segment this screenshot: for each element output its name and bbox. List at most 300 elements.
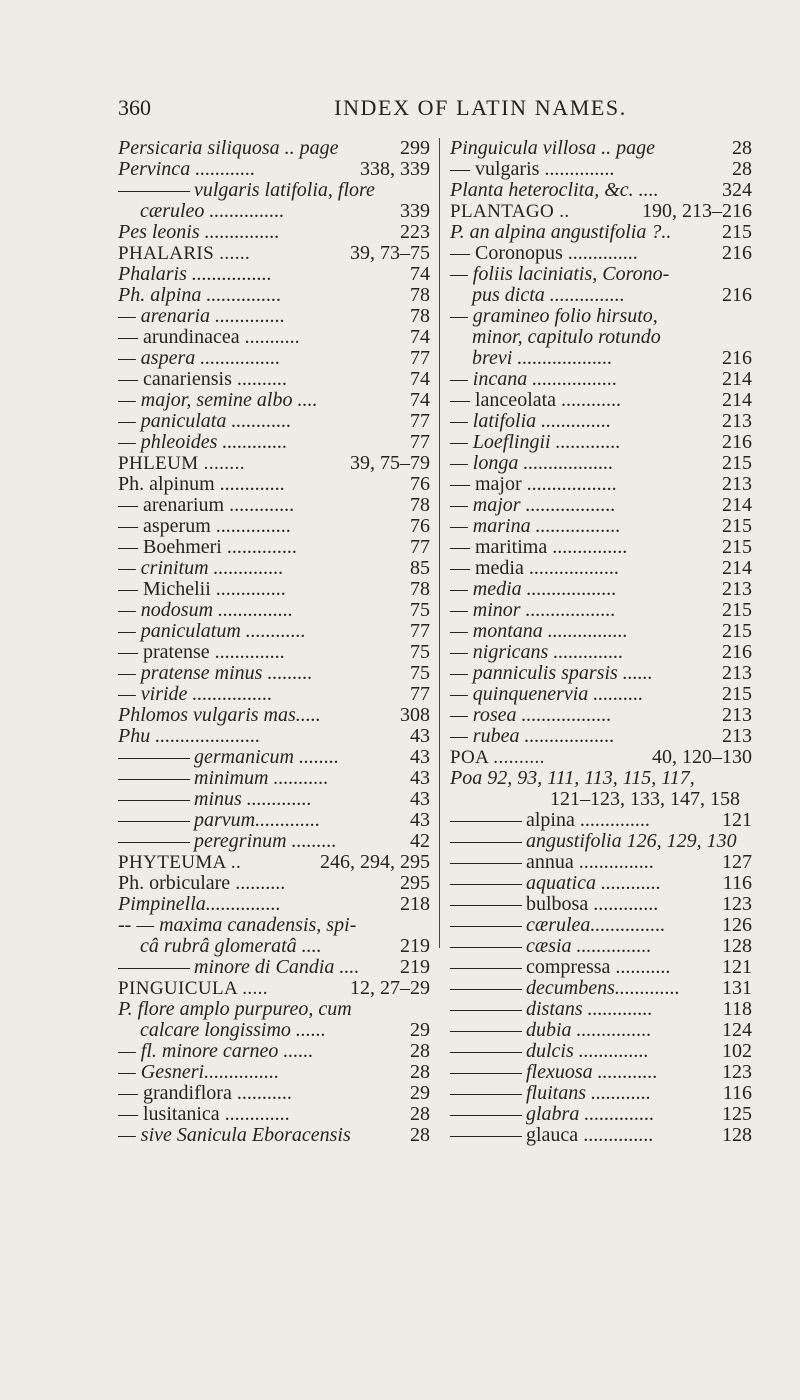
ditto-rule [450, 1136, 522, 1137]
index-entry [450, 600, 752, 621]
ditto-rule [118, 191, 190, 192]
entry-name: — Boehmeri .............. [118, 537, 297, 558]
index-entry [118, 705, 430, 726]
entry-name: — rosea .................. [450, 705, 612, 726]
entry-page-ref: 121 [717, 957, 752, 978]
entry-name: — sive Sanicula Eboracensis [118, 1125, 351, 1146]
index-entry [450, 1104, 752, 1125]
entry-name: PHALARIS ...... [118, 243, 251, 264]
column-divider [439, 138, 440, 948]
index-entry [118, 747, 430, 768]
entry-name: parvum............. [194, 810, 321, 831]
index-entry [118, 369, 430, 390]
ditto-rule [450, 884, 522, 885]
index-entry [118, 222, 430, 243]
index-entry [450, 201, 752, 222]
index-entry [450, 1083, 752, 1104]
entry-name: — arenarium ............. [118, 495, 295, 516]
entry-page-ref: 308 [395, 705, 430, 726]
entry-page-ref: 118 [718, 999, 752, 1020]
entry-page-ref: 215 [717, 516, 752, 537]
entry-name: — major .................. [450, 474, 617, 495]
index-entry [450, 894, 752, 915]
entry-name: dulcis .............. [526, 1041, 649, 1062]
entry-name: — marina ................. [450, 516, 621, 537]
index-entry [118, 537, 430, 558]
entry-page-ref: 219 [395, 957, 430, 978]
entry-page-ref: 28 [405, 1062, 430, 1083]
entry-name: glabra .............. [526, 1104, 655, 1125]
entry-name: — nigricans .............. [450, 642, 624, 663]
entry-page-ref: 77 [405, 411, 430, 432]
entry-page-ref: 214 [717, 390, 752, 411]
entry-name: glauca .............. [526, 1125, 654, 1146]
entry-name: — media .................. [450, 558, 619, 579]
index-entry [450, 138, 752, 159]
entry-name: PHYTEUMA .. [118, 852, 242, 873]
entry-page-ref: 28 [405, 1104, 430, 1125]
index-entry [450, 222, 752, 243]
entry-name: Phu ..................... [118, 726, 261, 747]
entry-page-ref: 85 [405, 558, 430, 579]
index-entry [450, 453, 752, 474]
index-entry [450, 810, 752, 831]
index-entry [118, 894, 430, 915]
entry-page-ref: 223 [395, 222, 430, 243]
entry-name: calcare longissimo ...... [140, 1020, 326, 1041]
index-entry [118, 411, 430, 432]
index-entry [450, 1125, 752, 1146]
entry-page-ref: 213 [717, 663, 752, 684]
index-entry [118, 1104, 430, 1125]
entry-page-ref: 75 [405, 663, 430, 684]
entry-name: — crinitum .............. [118, 558, 284, 579]
entry-name: distans ............. [526, 999, 653, 1020]
page-number: 360 [118, 95, 151, 120]
entry-page-ref: 126 [717, 915, 752, 936]
entry-name: minus ............. [194, 789, 312, 810]
entry-page-ref: 218 [395, 894, 430, 915]
entry-page-ref: 39, 73–75 [345, 243, 430, 264]
entry-name: — pratense .............. [118, 642, 285, 663]
entry-page-ref: 12, 27–29 [345, 978, 430, 999]
index-entry [118, 453, 430, 474]
ditto-rule [118, 968, 190, 969]
entry-page-ref: 78 [405, 306, 430, 327]
entry-name: Phalaris ................ [118, 264, 272, 285]
index-column-left [118, 138, 430, 1146]
entry-page-ref: 190, 213–216 [637, 201, 752, 222]
entry-name: dubia ............... [526, 1020, 652, 1041]
index-entry [450, 1041, 752, 1062]
entry-page-ref: 214 [717, 369, 752, 390]
entry-page-ref: 28 [405, 1125, 430, 1146]
entry-name: — major, semine albo .... [118, 390, 318, 411]
entry-page-ref: 78 [405, 495, 430, 516]
entry-name: — montana ................ [450, 621, 628, 642]
entry-page-ref: 77 [405, 432, 430, 453]
ditto-rule [450, 842, 522, 843]
index-column-right [450, 138, 752, 1146]
index-entry [450, 642, 752, 663]
index-entry [118, 789, 430, 810]
entry-page-ref: 116 [718, 873, 752, 894]
index-entry [118, 432, 430, 453]
entry-page-ref: 75 [405, 642, 430, 663]
index-entry [118, 285, 430, 306]
entry-name: — incana ................. [450, 369, 618, 390]
ditto-rule [450, 947, 522, 948]
index-entry [118, 558, 430, 579]
index-entry [118, 852, 430, 873]
entry-page-ref: 29 [405, 1020, 430, 1041]
entry-name: — canariensis .......... [118, 369, 287, 390]
entry-page-ref: 116 [718, 1083, 752, 1104]
index-entry [118, 390, 430, 411]
entry-page-ref: 42 [405, 831, 430, 852]
entry-name: alpina .............. [526, 810, 650, 831]
ditto-rule [450, 968, 522, 969]
index-entry [118, 579, 430, 600]
index-entry [118, 810, 430, 831]
entry-name: Persicaria siliquosa .. page [118, 138, 339, 159]
index-entry [118, 873, 430, 894]
index-entry [118, 348, 430, 369]
index-entry [118, 936, 430, 957]
index-entry [450, 537, 752, 558]
index-entry [450, 411, 752, 432]
entry-page-ref: 28 [405, 1041, 430, 1062]
entry-name: 121–123, 133, 147, 158 [550, 789, 740, 810]
index-entry [118, 600, 430, 621]
entry-name: — paniculata ............ [118, 411, 292, 432]
entry-page-ref: 295 [395, 873, 430, 894]
entry-page-ref: 128 [717, 936, 752, 957]
index-entry [118, 999, 430, 1020]
entry-name: — media .................. [450, 579, 617, 600]
entry-name: Planta heteroclita, &c. .... [450, 180, 659, 201]
ditto-rule [118, 779, 190, 780]
index-entry [118, 621, 430, 642]
entry-name: POA .......... [450, 747, 545, 768]
entry-name: — Loeflingii ............. [450, 432, 621, 453]
entry-page-ref: 74 [405, 369, 430, 390]
index-entry [118, 978, 430, 999]
entry-name: germanicum ........ [194, 747, 339, 768]
entry-page-ref: 77 [405, 621, 430, 642]
entry-name: annua ............... [526, 852, 654, 873]
entry-name: PLANTAGO .. [450, 201, 570, 222]
ditto-rule [450, 821, 522, 822]
entry-page-ref: 43 [405, 726, 430, 747]
index-entry [450, 159, 752, 180]
index-entry [450, 915, 752, 936]
entry-name: Pervinca ............ [118, 159, 256, 180]
index-entry [118, 138, 430, 159]
entry-page-ref: 214 [717, 495, 752, 516]
index-entry [450, 978, 752, 999]
entry-name: — aspera ................ [118, 348, 281, 369]
entry-name: — rubea .................. [450, 726, 615, 747]
entry-page-ref: 74 [405, 327, 430, 348]
entry-page-ref: 77 [405, 684, 430, 705]
entry-name: Pes leonis ............... [118, 222, 280, 243]
entry-name: — gramineo folio hirsuto, [450, 306, 658, 327]
entry-page-ref: 128 [717, 1125, 752, 1146]
entry-page-ref: 28 [727, 159, 752, 180]
entry-page-ref: 43 [405, 810, 430, 831]
entry-name: — viride ................ [118, 684, 273, 705]
entry-name: pus dicta ............... [472, 285, 625, 306]
entry-name: — major .................. [450, 495, 616, 516]
index-entry [118, 1062, 430, 1083]
entry-page-ref: 215 [717, 600, 752, 621]
index-entry [450, 558, 752, 579]
entry-page-ref: 29 [405, 1083, 430, 1104]
entry-name: — lusitanica ............. [118, 1104, 290, 1125]
entry-page-ref: 246, 294, 295 [315, 852, 430, 873]
entry-name: — fl. minore carneo ...... [118, 1041, 314, 1062]
index-entry [118, 159, 430, 180]
index-entry [118, 327, 430, 348]
ditto-rule [118, 758, 190, 759]
index-entry [450, 327, 752, 348]
index-entry [118, 684, 430, 705]
index-entry [118, 1041, 430, 1062]
entry-page-ref: 216 [717, 348, 752, 369]
entry-name: aquatica ............ [526, 873, 661, 894]
index-entry [118, 243, 430, 264]
index-entry [450, 747, 752, 768]
entry-page-ref: 123 [717, 894, 752, 915]
entry-page-ref: 339 [395, 201, 430, 222]
index-entry [450, 768, 752, 789]
entry-page-ref: 131 [717, 978, 752, 999]
ditto-rule [450, 1115, 522, 1116]
entry-page-ref: 43 [405, 768, 430, 789]
entry-page-ref: 216 [717, 285, 752, 306]
ditto-rule [450, 1031, 522, 1032]
entry-name: Poa 92, 93, 111, 113, 115, 117, [450, 768, 695, 789]
entry-name: -- — maxima canadensis, spi- [118, 915, 357, 936]
entry-name: brevi ................... [472, 348, 613, 369]
ditto-rule [118, 842, 190, 843]
index-entry [450, 873, 752, 894]
index-entry [450, 1062, 752, 1083]
index-entry [450, 180, 752, 201]
entry-page-ref: 216 [717, 243, 752, 264]
entry-page-ref: 215 [717, 684, 752, 705]
entry-name: — minor .................. [450, 600, 616, 621]
index-entry [118, 516, 430, 537]
index-entry [118, 1020, 430, 1041]
entry-name: Pinguicula villosa .. page [450, 138, 655, 159]
index-entry [450, 705, 752, 726]
entry-name: — grandiflora ........... [118, 1083, 292, 1104]
entry-page-ref: 76 [405, 516, 430, 537]
entry-page-ref: 102 [717, 1041, 752, 1062]
entry-name: — phleoides ............. [118, 432, 288, 453]
ditto-rule [450, 905, 522, 906]
index-entry [450, 957, 752, 978]
index-entry [450, 369, 752, 390]
index-entry [450, 474, 752, 495]
index-entry [450, 831, 752, 852]
entry-page-ref: 78 [405, 579, 430, 600]
entry-page-ref: 215 [717, 537, 752, 558]
index-entry [118, 726, 430, 747]
index-entry [450, 516, 752, 537]
entry-name: minimum ........... [194, 768, 329, 789]
index-entry [118, 180, 430, 201]
entry-page-ref: 77 [405, 348, 430, 369]
index-entry [450, 789, 752, 810]
index-entry [450, 684, 752, 705]
ditto-rule [118, 821, 190, 822]
entry-name: minor, capitulo rotundo [472, 327, 661, 348]
ditto-rule [450, 1052, 522, 1053]
ditto-rule [450, 926, 522, 927]
entry-page-ref: 213 [717, 705, 752, 726]
index-entry [450, 852, 752, 873]
entry-name: PHLEUM ........ [118, 453, 245, 474]
index-entry [118, 264, 430, 285]
entry-name: angustifolia 126, 129, 130 [526, 831, 737, 852]
entry-name: — Michelii .............. [118, 579, 286, 600]
entry-page-ref: 75 [405, 600, 430, 621]
entry-page-ref: 124 [717, 1020, 752, 1041]
index-entry [118, 915, 430, 936]
entry-name: Pimpinella............... [118, 894, 281, 915]
ditto-rule [450, 1094, 522, 1095]
entry-page-ref: 215 [717, 453, 752, 474]
entry-name: compressa ........... [526, 957, 671, 978]
index-entry [450, 264, 752, 285]
entry-name: cæruleo ............... [140, 201, 285, 222]
ditto-rule [450, 863, 522, 864]
entry-page-ref: 214 [717, 558, 752, 579]
entry-page-ref: 43 [405, 747, 430, 768]
entry-name: — paniculatum ............ [118, 621, 306, 642]
index-entry [450, 348, 752, 369]
ditto-rule [450, 1073, 522, 1074]
entry-page-ref: 127 [717, 852, 752, 873]
entry-page-ref: 74 [405, 264, 430, 285]
entry-name: — panniculis sparsis ...... [450, 663, 653, 684]
entry-page-ref: 216 [717, 642, 752, 663]
index-entry [118, 831, 430, 852]
entry-page-ref: 40, 120–130 [647, 747, 752, 768]
entry-name: flexuosa ............ [526, 1062, 658, 1083]
entry-name: peregrinum ......... [194, 831, 337, 852]
entry-page-ref: 215 [717, 621, 752, 642]
index-entry [118, 768, 430, 789]
index-entry [450, 663, 752, 684]
entry-name: — quinquenervia .......... [450, 684, 644, 705]
entry-name: bulbosa ............. [526, 894, 659, 915]
ditto-rule [450, 989, 522, 990]
index-entry [450, 579, 752, 600]
entry-name: — nodosum ............... [118, 600, 294, 621]
entry-page-ref: 123 [717, 1062, 752, 1083]
entry-name: Ph. alpina ............... [118, 285, 282, 306]
index-entry [450, 432, 752, 453]
entry-name: — Coronopus .............. [450, 243, 638, 264]
entry-name: — vulgaris .............. [450, 159, 615, 180]
entry-page-ref: 121 [717, 810, 752, 831]
entry-name: — foliis laciniatis, Corono- [450, 264, 670, 285]
index-entry [118, 957, 430, 978]
entry-name: fluitans ............ [526, 1083, 652, 1104]
index-entry [118, 1125, 430, 1146]
entry-page-ref: 77 [405, 537, 430, 558]
index-entry [118, 306, 430, 327]
entry-page-ref: 338, 339 [355, 159, 430, 180]
entry-page-ref: 213 [717, 411, 752, 432]
index-entry [118, 474, 430, 495]
entry-name: — longa .................. [450, 453, 614, 474]
index-entry [450, 726, 752, 747]
entry-name: — lanceolata ............ [450, 390, 622, 411]
entry-page-ref: 76 [405, 474, 430, 495]
index-entry [450, 306, 752, 327]
entry-name: — arundinacea ........... [118, 327, 300, 348]
ditto-rule [118, 800, 190, 801]
entry-page-ref: 299 [395, 138, 430, 159]
entry-name: cærulea............... [526, 915, 666, 936]
entry-name: P. an alpina angustifolia ?.. [450, 222, 672, 243]
entry-name: — pratense minus ......... [118, 663, 313, 684]
index-entry [450, 243, 752, 264]
entry-name: P. flore amplo purpureo, cum [118, 999, 352, 1020]
index-entry [450, 495, 752, 516]
entry-page-ref: 213 [717, 726, 752, 747]
index-entry [450, 621, 752, 642]
entry-name: Phlomos vulgaris mas..... [118, 705, 321, 726]
entry-name: Ph. orbiculare .......... [118, 873, 286, 894]
entry-page-ref: 78 [405, 285, 430, 306]
entry-name: — maritima ............... [450, 537, 628, 558]
entry-page-ref: 219 [395, 936, 430, 957]
index-entry [450, 936, 752, 957]
entry-page-ref: 74 [405, 390, 430, 411]
index-entry [450, 390, 752, 411]
index-entry [118, 642, 430, 663]
entry-page-ref: 215 [717, 222, 752, 243]
entry-name: — latifolia .............. [450, 411, 612, 432]
entry-name: vulgaris latifolia, flore [194, 180, 375, 201]
entry-name: decumbens............. [526, 978, 680, 999]
index-entry [118, 201, 430, 222]
entry-page-ref: 28 [727, 138, 752, 159]
entry-page-ref: 216 [717, 432, 752, 453]
entry-name: minore di Candia .... [194, 957, 360, 978]
entry-page-ref: 213 [717, 474, 752, 495]
ditto-rule [450, 1010, 522, 1011]
index-entry [118, 495, 430, 516]
index-entry [118, 663, 430, 684]
entry-name: — arenaria .............. [118, 306, 286, 327]
entry-page-ref: 213 [717, 579, 752, 600]
running-title: INDEX OF LATIN NAMES. [334, 95, 627, 120]
entry-page-ref: 125 [717, 1104, 752, 1125]
index-entry [450, 999, 752, 1020]
entry-name: — Gesneri............... [118, 1062, 280, 1083]
index-entry [450, 1020, 752, 1041]
entry-name: câ rubrâ glomeratâ .... [140, 936, 322, 957]
entry-name: cæsia ............... [526, 936, 652, 957]
entry-page-ref: 43 [405, 789, 430, 810]
